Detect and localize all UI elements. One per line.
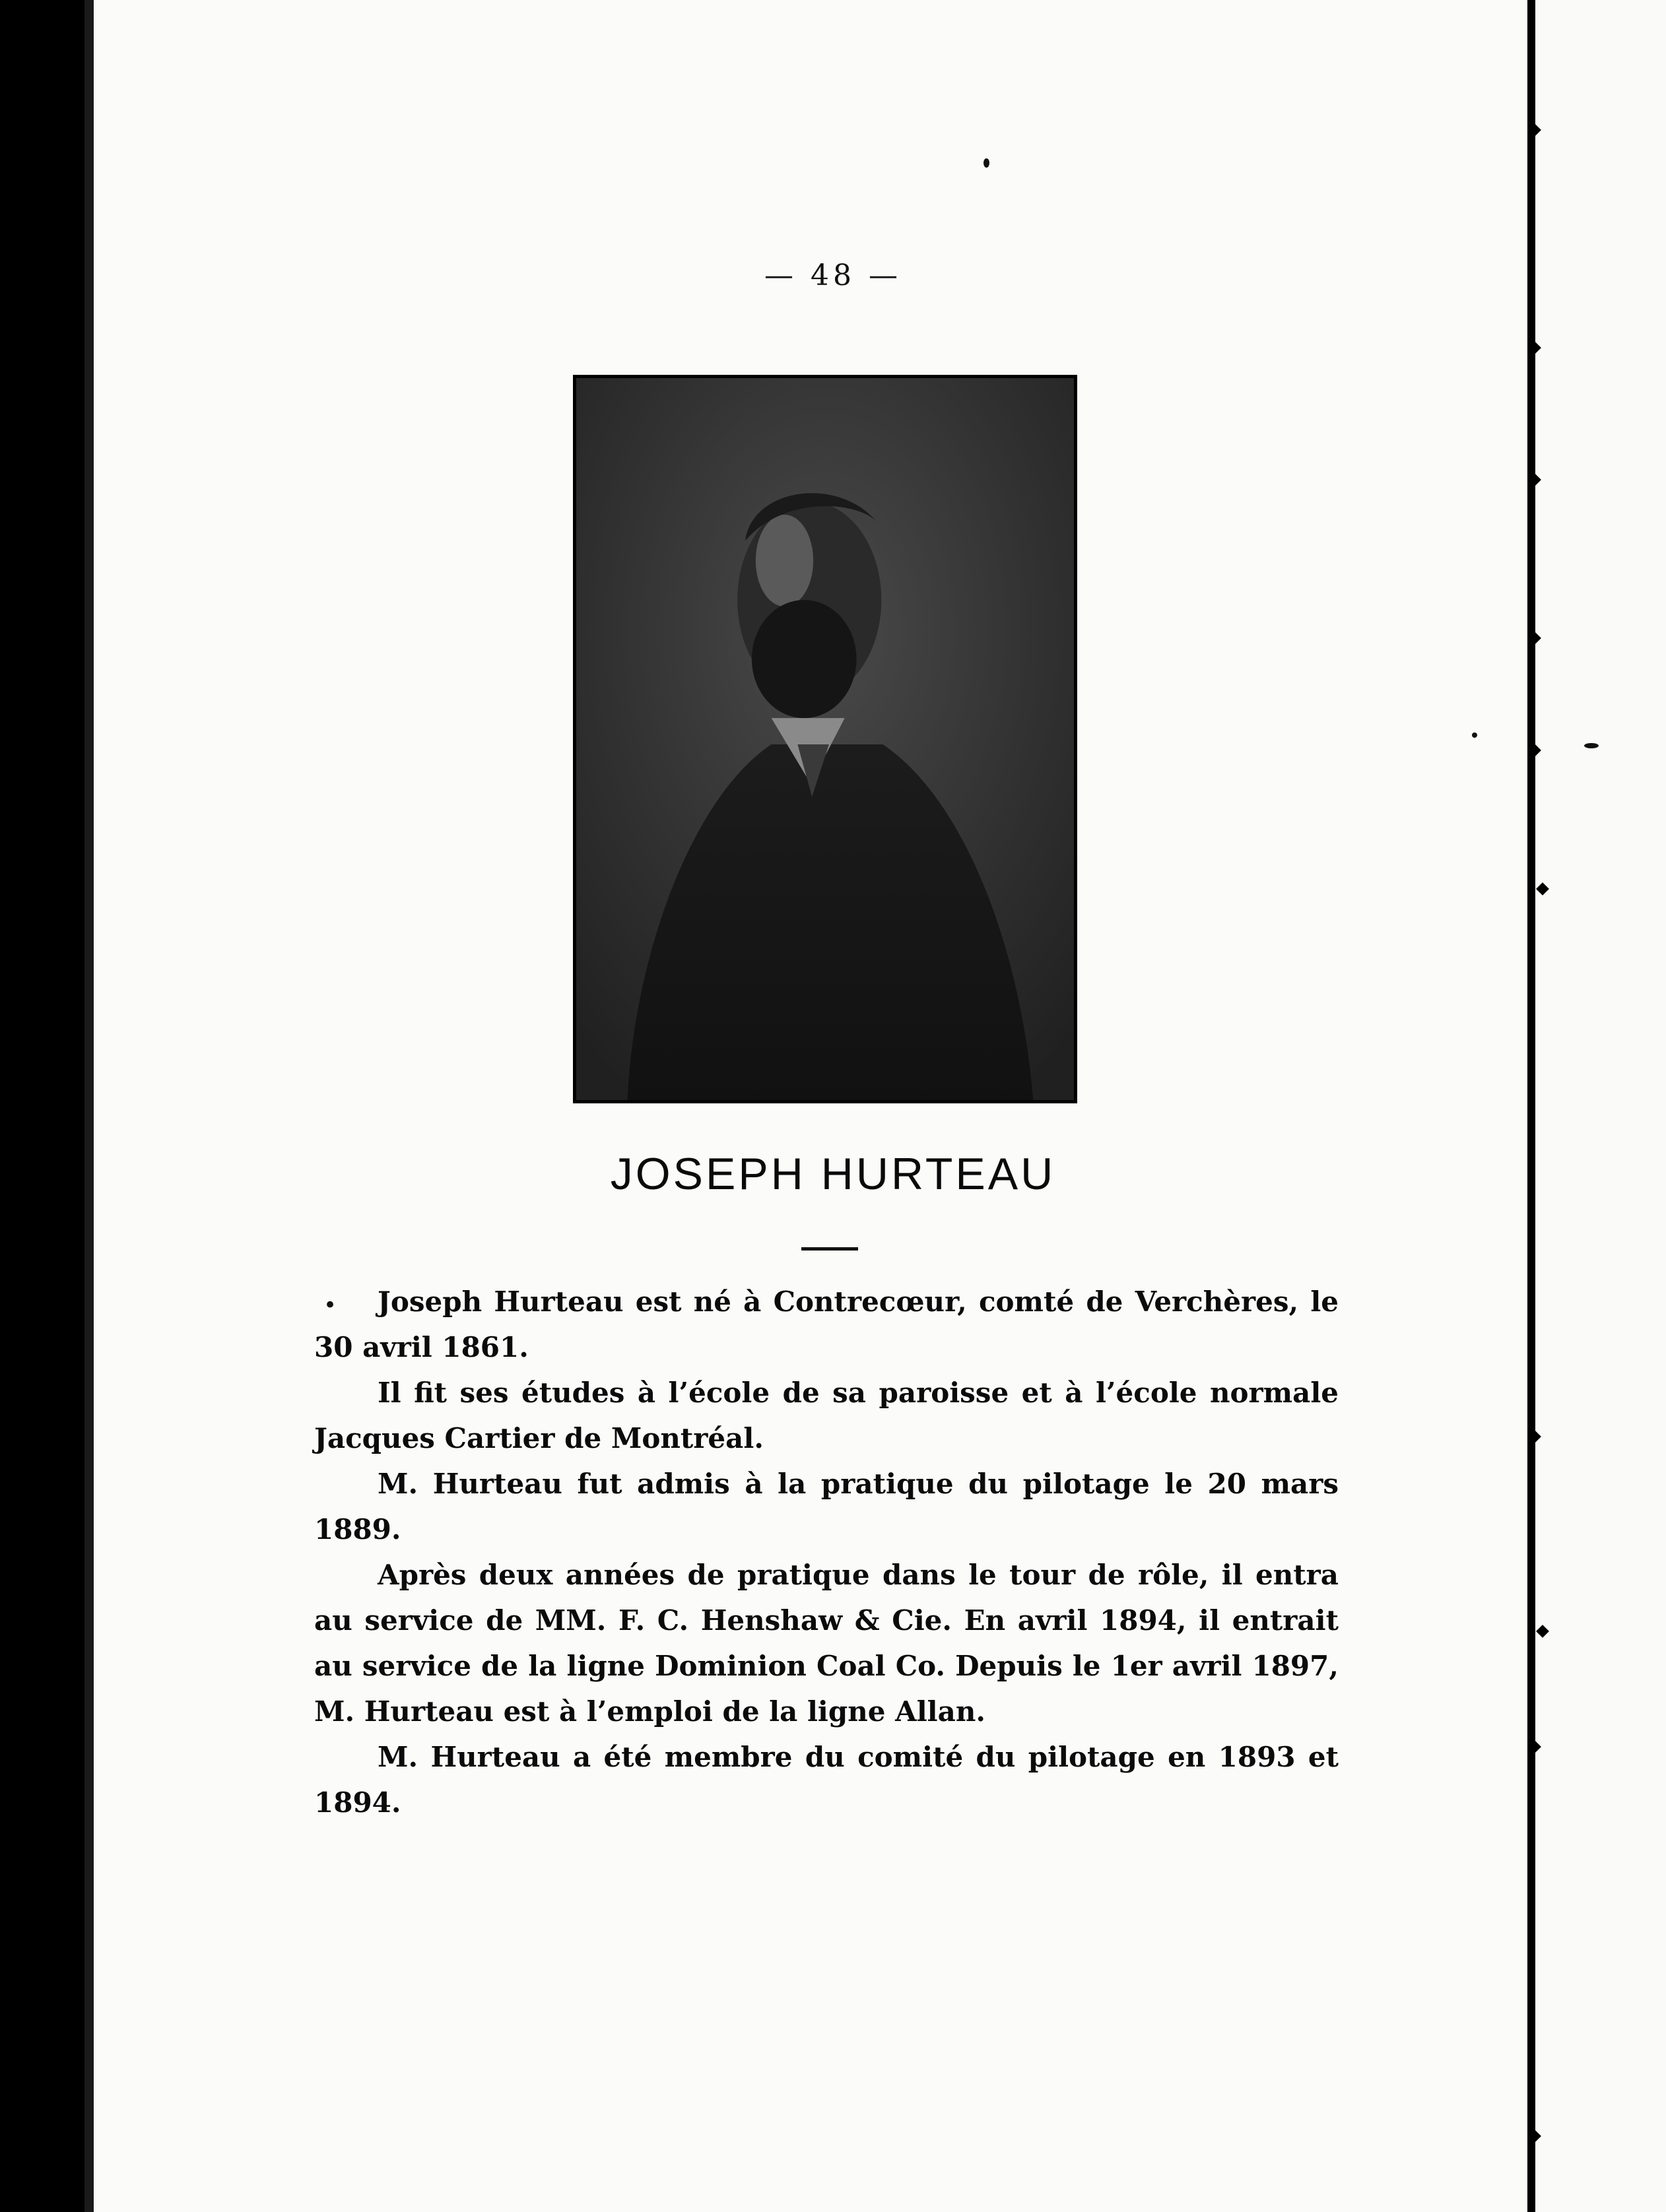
paragraph: M. Hurteau a été membre du comité du pilotage en 1893 et 1894.	[314, 1741, 1339, 1819]
binding-edge	[1527, 0, 1535, 2212]
page-edge-shadow	[84, 0, 94, 2212]
stray-mark: •	[323, 1292, 337, 1318]
portrait-photo	[573, 375, 1077, 1103]
page-number: — 48 —	[764, 259, 902, 292]
facing-page-margin	[1531, 0, 1666, 2212]
portrait-image	[575, 377, 1075, 1101]
biography-text	[314, 1279, 1339, 1825]
ink-speck	[1472, 732, 1477, 738]
paragraph: Il fit ses études à l’école de sa paroisse et à l’école normale Jacques Cartier de Montréal.	[314, 1377, 1339, 1454]
paragraph: Joseph Hurteau est né à Contrecœur, comté de Verchères, le 30 avril 1861.	[314, 1285, 1339, 1363]
paragraph: Après deux années de pratique dans le tour de rôle, il entra au service de MM. F. C. Henshaw & Cie. En avril 1894, il entrait au service de la ligne Dominion Coal Co. Depuis le 1er avril 1897, M. Hurteau est à l’emploi de la ligne Allan.	[314, 1559, 1339, 1728]
section-rule	[801, 1247, 858, 1251]
ink-speck	[983, 158, 989, 168]
book-page	[92, 0, 1531, 2212]
ink-speck	[1584, 743, 1599, 748]
portrait-caption: JOSEPH HURTEAU	[610, 1149, 1056, 1199]
paragraph: M. Hurteau fut admis à la pratique du pilotage le 20 mars 1889.	[314, 1468, 1339, 1545]
